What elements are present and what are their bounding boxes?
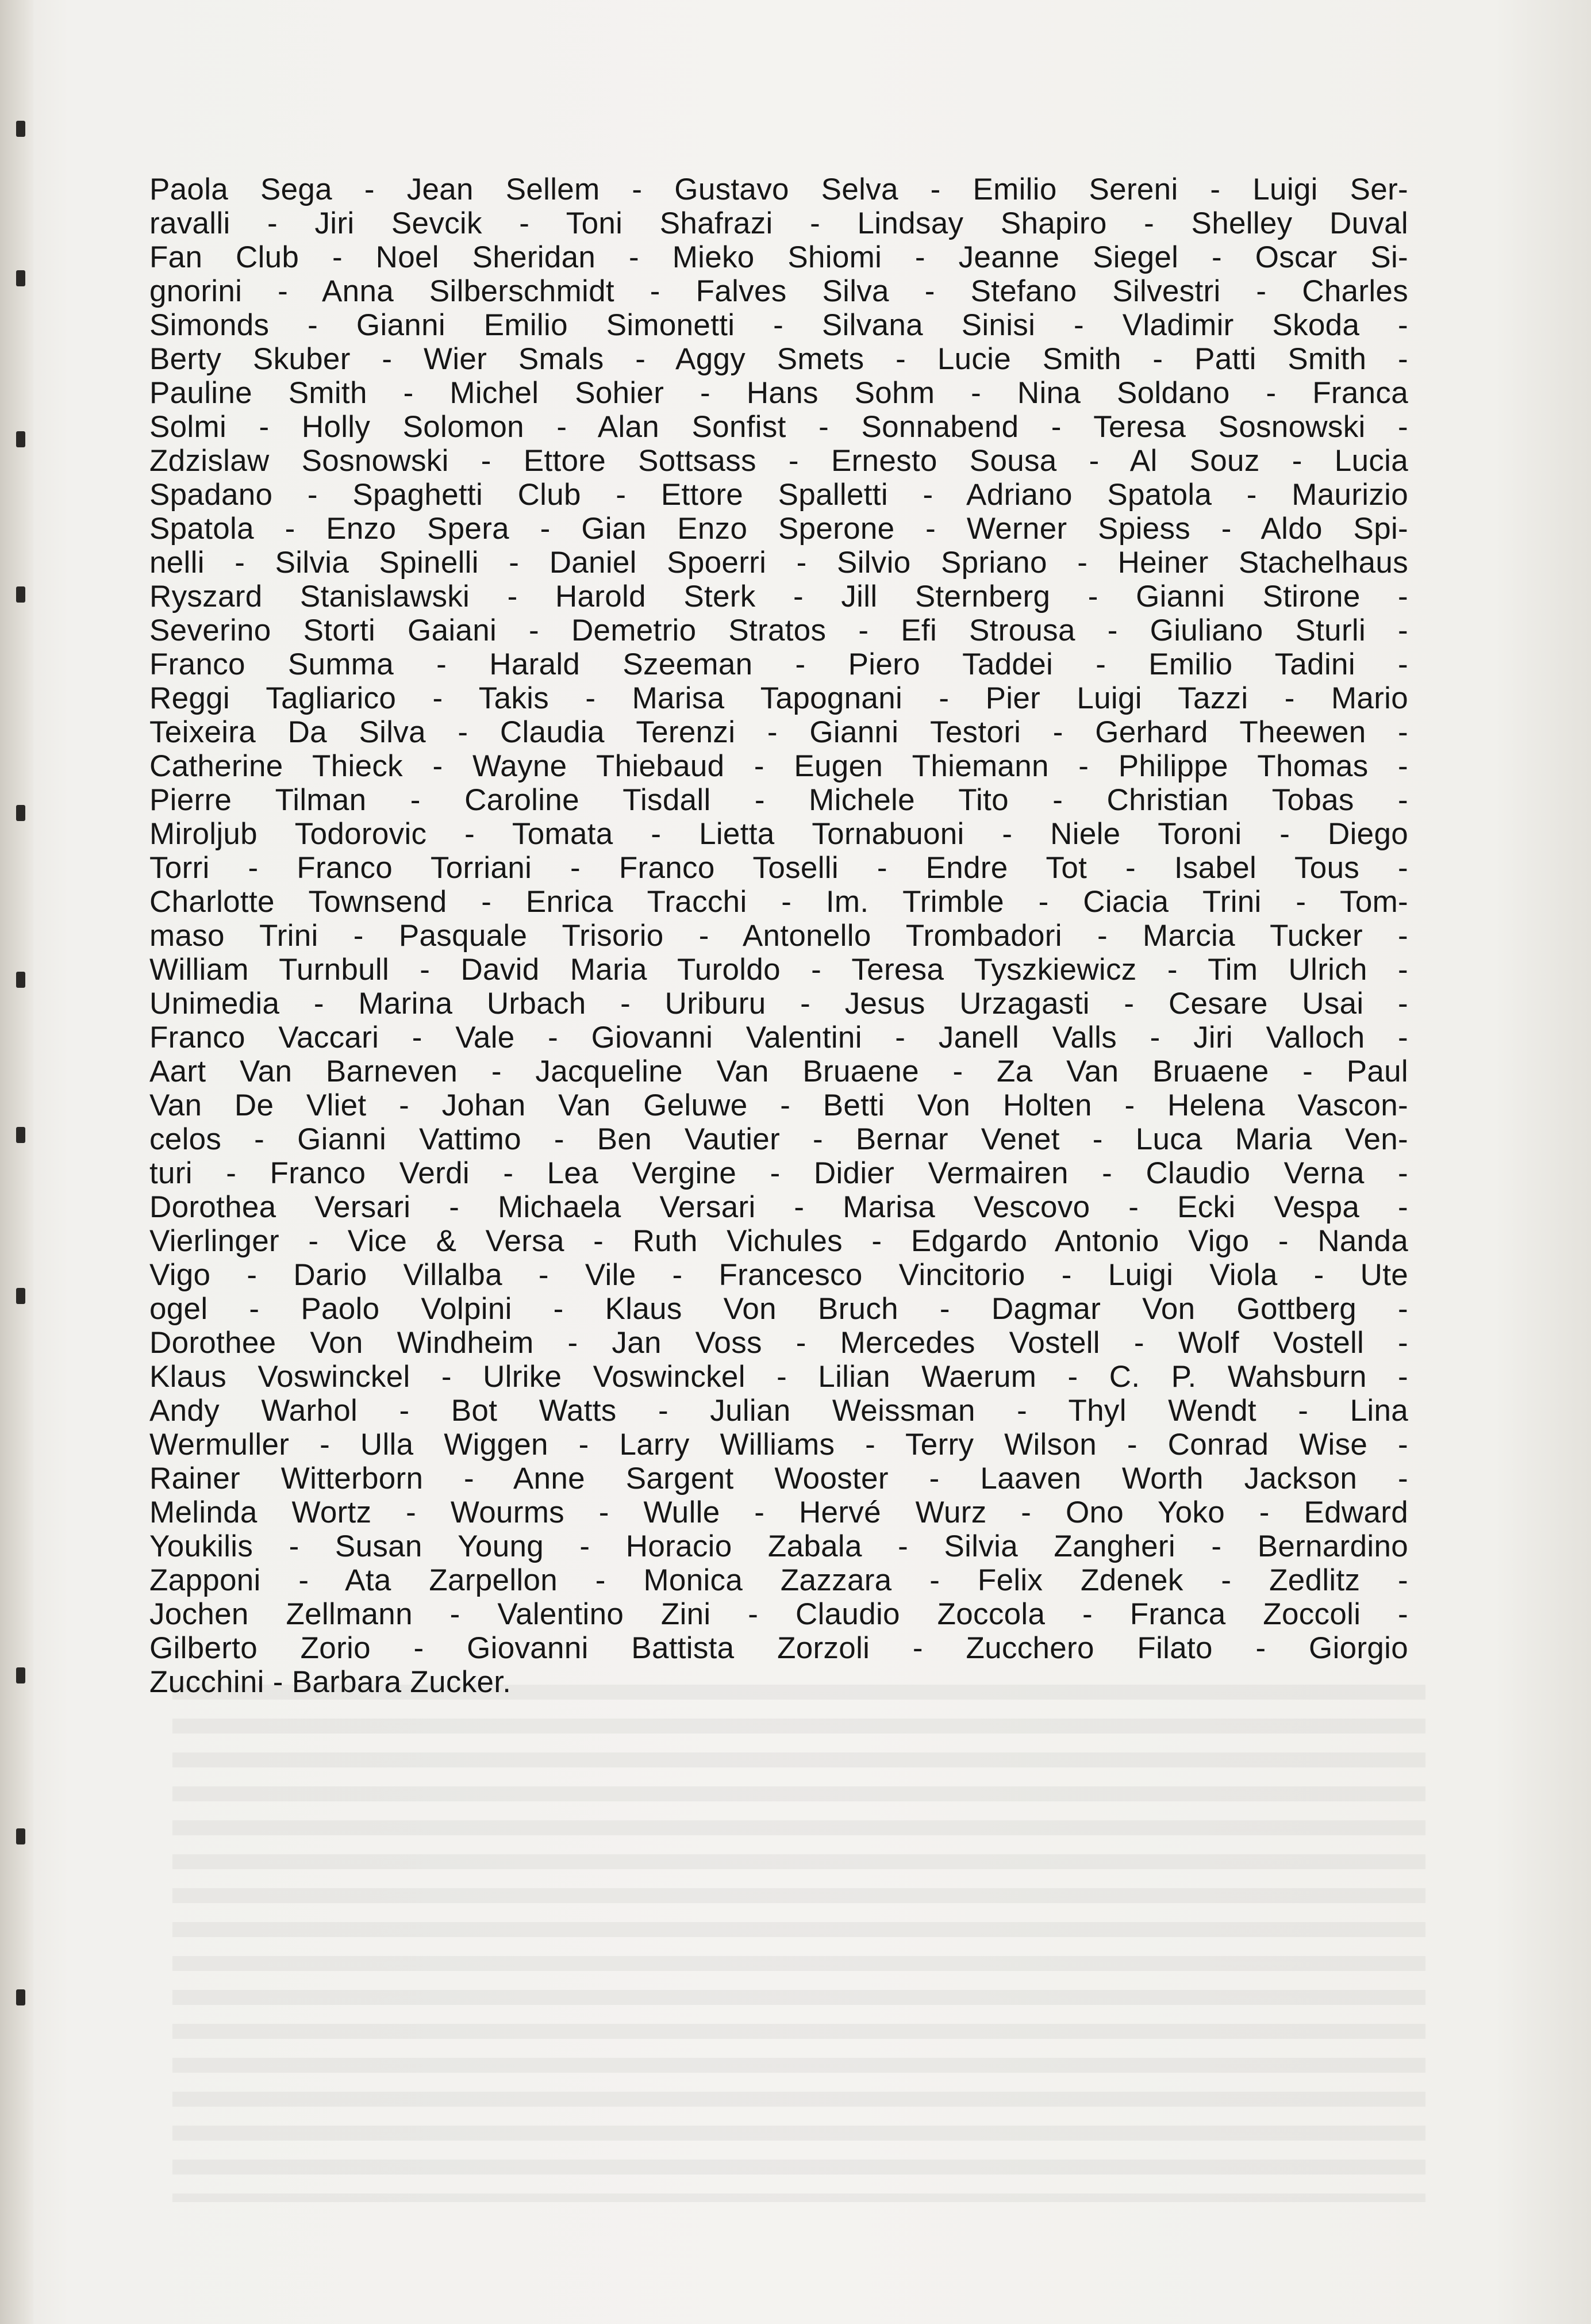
- text-line: Franco Summa - Harald Szeeman - Piero Taddei - Emilio Tadini -: [149, 647, 1408, 681]
- text-line: Unimedia - Marina Urbach - Uriburu - Jesus Urzagasti - Cesare Usai -: [149, 987, 1408, 1021]
- binding-hole: [16, 1127, 25, 1143]
- text-line: Pierre Tilman - Caroline Tisdall - Michele Tito - Christian Tobas -: [149, 783, 1408, 817]
- text-line: Aart Van Barneven - Jacqueline Van Bruaene - Za Van Bruaene - Paul: [149, 1054, 1408, 1088]
- text-line: Pauline Smith - Michel Sohier - Hans Sohm - Nina Soldano - Franca: [149, 376, 1408, 410]
- text-line: celos - Gianni Vattimo - Ben Vautier - Bernar Venet - Luca Maria Ven-: [149, 1122, 1408, 1156]
- text-line: Torri - Franco Torriani - Franco Toselli - Endre Tot - Isabel Tous -: [149, 851, 1408, 885]
- text-line: Zdzislaw Sosnowski - Ettore Sottsass - Ernesto Sousa - Al Souz - Lucia: [149, 444, 1408, 478]
- text-line: Van De Vliet - Johan Van Geluwe - Betti Von Holten - Helena Vascon-: [149, 1088, 1408, 1122]
- text-line: Charlotte Townsend - Enrica Tracchi - Im. Trimble - Ciacia Trini - Tom-: [149, 885, 1408, 919]
- text-line: Franco Vaccari - Vale - Giovanni Valentini - Janell Valls - Jiri Valloch -: [149, 1021, 1408, 1054]
- text-line: Solmi - Holly Solomon - Alan Sonfist - Sonnabend - Teresa Sosnowski -: [149, 410, 1408, 444]
- text-line: Melinda Wortz - Wourms - Wulle - Hervé Wurz - Ono Yoko - Edward: [149, 1495, 1408, 1529]
- text-line: Ryszard Stanislawski - Harold Sterk - Jill Sternberg - Gianni Stirone -: [149, 580, 1408, 613]
- text-line: Vigo - Dario Villalba - Vile - Francesco Vincitorio - Luigi Viola - Ute: [149, 1258, 1408, 1292]
- text-line: Zapponi - Ata Zarpellon - Monica Zazzara - Felix Zdenek - Zedlitz -: [149, 1563, 1408, 1597]
- name-list-text-block: [149, 172, 1408, 1699]
- text-line: Simonds - Gianni Emilio Simonetti - Silvana Sinisi - Vladimir Skoda -: [149, 308, 1408, 342]
- reverse-side-show-through: [172, 1685, 1425, 2202]
- text-line: Gilberto Zorio - Giovanni Battista Zorzoli - Zucchero Filato - Giorgio: [149, 1631, 1408, 1665]
- binding-hole: [16, 1989, 25, 2005]
- text-line: Zucchini - Barbara Zucker.: [149, 1665, 512, 1699]
- text-line: Rainer Witterborn - Anne Sargent Wooster - Laaven Worth Jackson -: [149, 1462, 1408, 1495]
- text-line: Paola Sega - Jean Sellem - Gustavo Selva - Emilio Sereni - Luigi Ser-: [149, 172, 1408, 206]
- binding-hole: [16, 121, 25, 137]
- text-line: Miroljub Todorovic - Tomata - Lietta Tornabuoni - Niele Toroni - Diego: [149, 817, 1408, 851]
- text-line: Andy Warhol - Bot Watts - Julian Weissman - Thyl Wendt - Lina: [149, 1394, 1408, 1428]
- binding-hole: [16, 805, 25, 821]
- binding-hole: [16, 1288, 25, 1304]
- text-line: ogel - Paolo Volpini - Klaus Von Bruch - Dagmar Von Gottberg -: [149, 1292, 1408, 1326]
- binding-hole: [16, 270, 25, 286]
- text-line: maso Trini - Pasquale Trisorio - Antonello Trombadori - Marcia Tucker -: [149, 919, 1408, 953]
- text-line: Spadano - Spaghetti Club - Ettore Spalletti - Adriano Spatola - Maurizio: [149, 478, 1408, 512]
- text-line: Wermuller - Ulla Wiggen - Larry Williams - Terry Wilson - Conrad Wise -: [149, 1428, 1408, 1462]
- spiral-binding-edge: [0, 0, 33, 2324]
- binding-hole: [16, 972, 25, 988]
- text-line: Spatola - Enzo Spera - Gian Enzo Sperone - Werner Spiess - Aldo Spi-: [149, 512, 1408, 546]
- text-line: turi - Franco Verdi - Lea Vergine - Didier Vermairen - Claudio Verna -: [149, 1156, 1408, 1190]
- text-line: Catherine Thieck - Wayne Thiebaud - Eugen Thiemann - Philippe Thomas -: [149, 749, 1408, 783]
- text-line: Berty Skuber - Wier Smals - Aggy Smets - Lucie Smith - Patti Smith -: [149, 342, 1408, 376]
- text-line: gnorini - Anna Silberschmidt - Falves Silva - Stefano Silvestri - Charles: [149, 274, 1408, 308]
- text-line: Severino Storti Gaiani - Demetrio Stratos - Efi Strousa - Giuliano Sturli -: [149, 613, 1408, 647]
- text-line: Teixeira Da Silva - Claudia Terenzi - Gianni Testori - Gerhard Theewen -: [149, 715, 1408, 749]
- text-line: Youkilis - Susan Young - Horacio Zabala - Silvia Zangheri - Bernardino: [149, 1529, 1408, 1563]
- text-line: Vierlinger - Vice & Versa - Ruth Vichules - Edgardo Antonio Vigo - Nanda: [149, 1224, 1408, 1258]
- text-line: Klaus Voswinckel - Ulrike Voswinckel - Lilian Waerum - C. P. Wahsburn -: [149, 1360, 1408, 1394]
- text-line: Dorothea Versari - Michaela Versari - Marisa Vescovo - Ecki Vespa -: [149, 1190, 1408, 1224]
- text-line: ravalli - Jiri Sevcik - Toni Shafrazi - Lindsay Shapiro - Shelley Duval: [149, 206, 1408, 240]
- text-line: nelli - Silvia Spinelli - Daniel Spoerri - Silvio Spriano - Heiner Stachelhaus: [149, 546, 1408, 580]
- text-line: Reggi Tagliarico - Takis - Marisa Tapognani - Pier Luigi Tazzi - Mario: [149, 681, 1408, 715]
- binding-hole: [16, 586, 25, 603]
- binding-hole: [16, 1667, 25, 1683]
- text-line: Jochen Zellmann - Valentino Zini - Claudio Zoccola - Franca Zoccoli -: [149, 1597, 1408, 1631]
- binding-hole: [16, 431, 25, 447]
- binding-hole: [16, 1828, 25, 1844]
- text-line: William Turnbull - David Maria Turoldo - Teresa Tyszkiewicz - Tim Ulrich -: [149, 953, 1408, 987]
- text-line: Dorothee Von Windheim - Jan Voss - Mercedes Vostell - Wolf Vostell -: [149, 1326, 1408, 1360]
- text-line: Fan Club - Noel Sheridan - Mieko Shiomi - Jeanne Siegel - Oscar Si-: [149, 240, 1408, 274]
